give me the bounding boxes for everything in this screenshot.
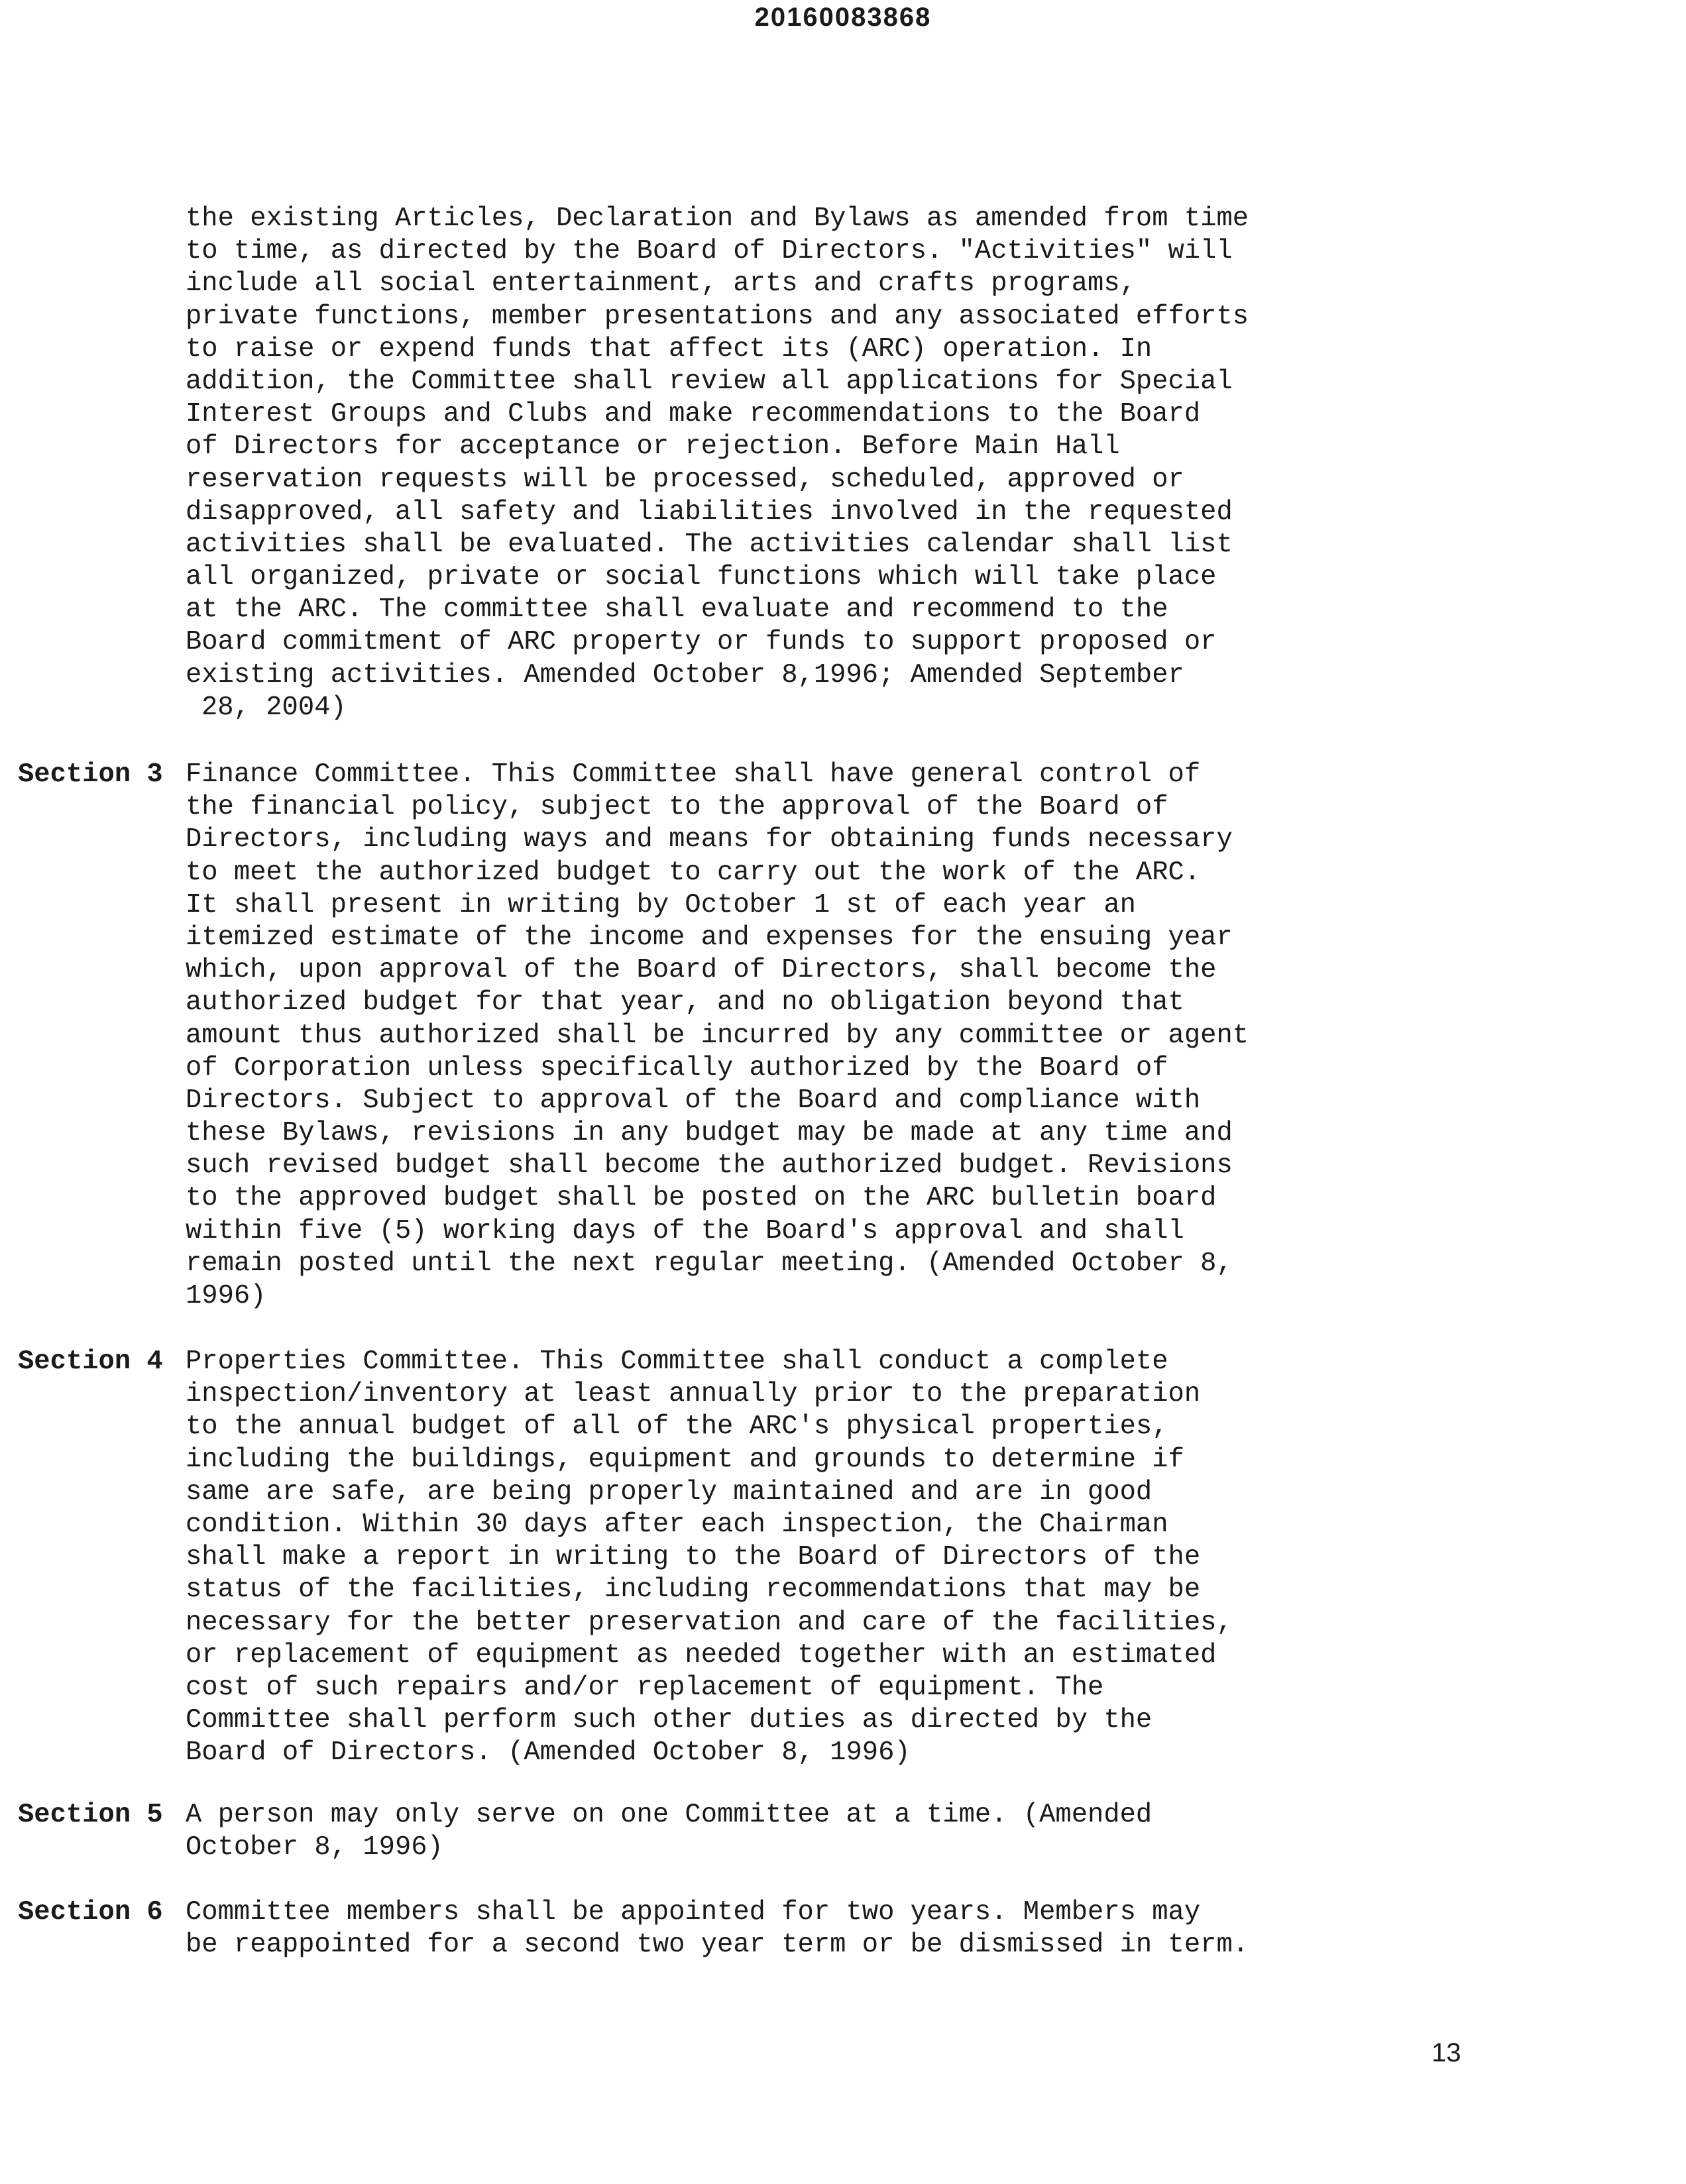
section-5 <box>18 1799 1511 1864</box>
text-line: which, upon approval of the Board of Directors, shall become the <box>186 955 1217 986</box>
text-line: be reappointed for a second two year term or be dismissed in term. <box>186 1930 1249 1961</box>
text-line: Interest Groups and Clubs and make recommendations to the Board <box>186 399 1201 430</box>
section-label: Section 5 <box>18 1800 163 1830</box>
text-line: amount thus authorized shall be incurred by any committee or agent <box>186 1020 1249 1051</box>
text-line: Properties Committee. This Committee shall conduct a complete <box>186 1346 1168 1377</box>
text-line: disapproved, all safety and liabilities involved in the requested <box>186 496 1233 527</box>
text-line: addition, the Committee shall review all applications for Special <box>186 366 1233 397</box>
text-line: or replacement of equipment as needed together with an estimated <box>186 1639 1217 1670</box>
text-line: reservation requests will be processed, scheduled, approved or <box>186 464 1184 495</box>
text-line: cost of such repairs and/or replacement of equipment. The <box>186 1672 1104 1703</box>
text-line: Finance Committee. This Committee shall have general control of <box>186 759 1201 790</box>
text-line: all organized, private or social functions which will take place <box>186 562 1217 593</box>
text-line: Board of Directors. (Amended October 8, 1996) <box>186 1737 911 1769</box>
text-line: to the approved budget shall be posted on the ARC bulletin board <box>186 1183 1217 1214</box>
text-line: shall make a report in writing to the Board of Directors of the <box>186 1542 1201 1573</box>
text-line: within five (5) working days of the Board's approval and shall <box>186 1215 1184 1246</box>
page-number: 13 <box>1432 2038 1461 2067</box>
text-line: the existing Articles, Declaration and Bylaws as amended from time <box>186 203 1249 234</box>
text-line: Board commitment of ARC property or funds to support proposed or <box>186 627 1217 658</box>
section-6 <box>18 1896 1511 1961</box>
text-line: at the ARC. The committee shall evaluate and recommend to the <box>186 594 1168 626</box>
text-line: these Bylaws, revisions in any budget may be made at any time and <box>186 1118 1233 1149</box>
text-line: remain posted until the next regular meeting. (Amended October 8, <box>186 1248 1233 1279</box>
text-line: A person may only serve on one Committee at a time. (Amended <box>186 1800 1152 1830</box>
text-line: 1996) <box>186 1281 266 1311</box>
text-line: such revised budget shall become the authorized budget. Revisions <box>186 1150 1233 1181</box>
text-line: Committee shall perform such other duties as directed by the <box>186 1705 1152 1736</box>
text-line: inspection/inventory at least annually prior to the preparation <box>186 1379 1201 1410</box>
text-line: It shall present in writing by October 1 st of each year an <box>186 889 1136 920</box>
section-3 <box>18 759 1511 1313</box>
section-label: Section 3 <box>18 759 163 790</box>
text-line: activities shall be evaluated. The activities calendar shall list <box>186 529 1233 560</box>
text-line: same are safe, are being properly maintained and are in good <box>186 1476 1152 1507</box>
text-line: private functions, member presentations and any associated efforts <box>186 301 1249 332</box>
text-line: to time, as directed by the Board of Directors. "Activities" will <box>186 236 1233 267</box>
text-line: the financial policy, subject to the approval of the Board of <box>186 792 1168 823</box>
text-line: include all social entertainment, arts and crafts programs, <box>186 268 1136 300</box>
text-line: 28, 2004) <box>201 692 347 723</box>
text-line: including the buildings, equipment and grounds to determine if <box>186 1444 1184 1475</box>
text-line: October 8, 1996) <box>186 1832 443 1863</box>
text-line: of Directors for acceptance or rejection. Before Main Hall <box>186 431 1120 463</box>
text-line: Directors, including ways and means for obtaining funds necessary <box>186 824 1233 855</box>
text-line: of Corporation unless specifically authorized by the Board of <box>186 1052 1168 1083</box>
document-number: 20160083868 <box>754 3 932 32</box>
intro-paragraph <box>186 203 1511 724</box>
section-label: Section 6 <box>18 1897 163 1928</box>
text-line: to the annual budget of all of the ARC's physical properties, <box>186 1411 1168 1443</box>
section-label: Section 4 <box>18 1346 163 1377</box>
text-line: status of the facilities, including recommendations that may be <box>186 1574 1201 1606</box>
text-line: itemized estimate of the income and expenses for the ensuing year <box>186 922 1233 953</box>
text-line: necessary for the better preservation and care of the facilities, <box>186 1607 1233 1638</box>
text-line: Directors. Subject to approval of the Board and compliance with <box>186 1085 1201 1116</box>
section-4 <box>18 1346 1511 1769</box>
text-line: authorized budget for that year, and no obligation beyond that <box>186 987 1184 1018</box>
text-line: existing activities. Amended October 8,1996; Amended September <box>186 659 1184 690</box>
text-line: to meet the authorized budget to carry out the work of the ARC. <box>186 857 1201 888</box>
text-line: condition. Within 30 days after each inspection, the Chairman <box>186 1509 1168 1540</box>
text-line: Committee members shall be appointed for two years. Members may <box>186 1897 1201 1928</box>
text-line: to raise or expend funds that affect its (ARC) operation. In <box>186 333 1152 364</box>
